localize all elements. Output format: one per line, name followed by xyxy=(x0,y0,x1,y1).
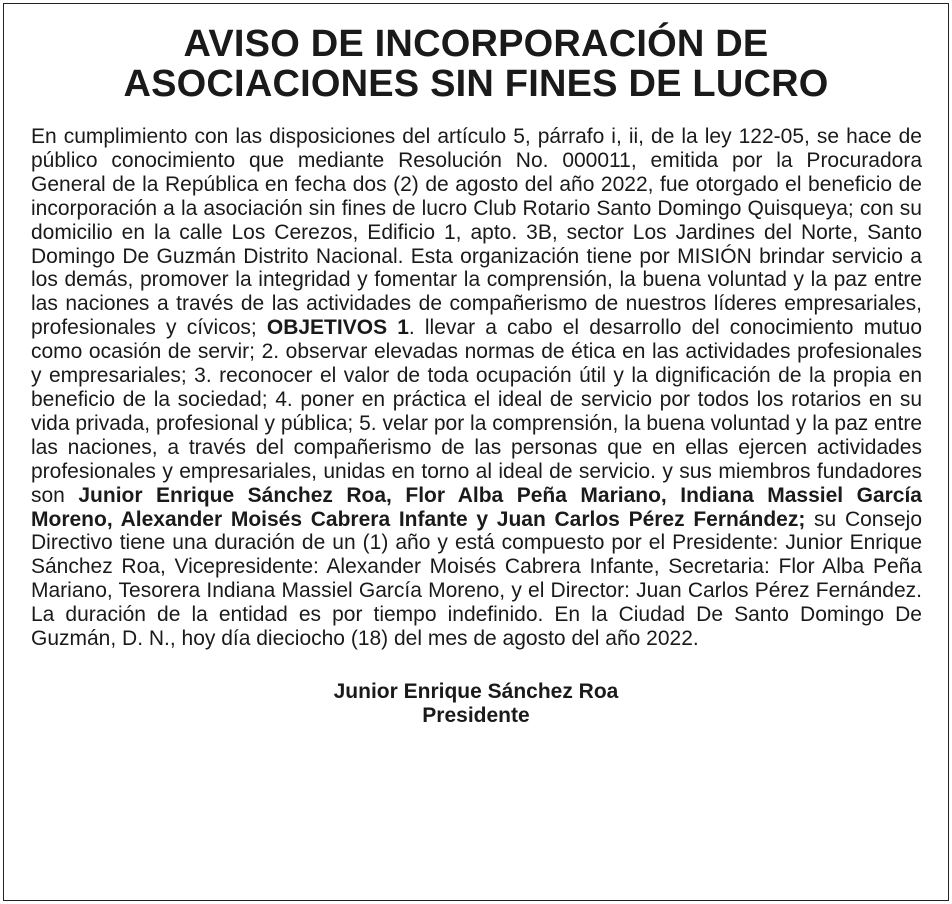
notice-body xyxy=(31,125,922,651)
notice-title xyxy=(4,24,948,104)
signature-block xyxy=(4,680,948,728)
signatory-role: Presidente xyxy=(422,703,530,727)
title-line-1: AVISO DE INCORPORACIÓN DE xyxy=(183,23,769,65)
legal-notice xyxy=(3,3,949,901)
body-intro: En cumplimiento con las disposiciones del artículo 5, párrafo i, ii, de la ley 122-05, se hace de público conocimiento que mediante Resolución No. 000011, emitida por la Procuradora General de la República en fecha dos (2) de agosto del año 2022, fue otorgado el beneficio de incorporación a la asociación sin fines de lucro Club Rotario Santo Domingo Quisqueya; con su domicilio en la calle Los Cerezos, Edificio 1, apto. 3B, sector Los Jardines del Norte, Santo Domingo De Guzmán Distrito Nacional. Esta organización tiene por MISIÓN brindar servicio a los demás, promover la integridad y fomentar la comprensión, la buena voluntad y la paz entre las naciones a través de las actividades de compañerismo de nuestros líderes empresariales, profesionales y cívicos; xyxy=(31,125,922,340)
objetivos-label: OBJETIVOS 1 xyxy=(266,316,409,340)
body-board: su Consejo Directivo tiene una duración de un (1) año y está compuesto por el Presidente: Junior Enrique Sánchez Roa, Vicepresidente: Alexander Moisés Cabrera Infante, Secretaria: Flor Alba Peña Mariano, Tesorera Indiana Massiel García Moreno, y el Director: Juan Carlos Pérez Fernández. La duración de la entidad es por tiempo indefinido. En la Ciudad De Santo Domingo De Guzmán, D. N., hoy día dieciocho (18) del mes de agosto del año 2022. xyxy=(31,507,922,651)
title-line-2: ASOCIACIONES SIN FINES DE LUCRO xyxy=(123,63,829,105)
signatory-name: Junior Enrique Sánchez Roa xyxy=(333,679,619,703)
body-objectives: . llevar a cabo el desarrollo del conocimiento mutuo como ocasión de servir; 2. observar elevadas normas de ética en las actividades profesionales y empresariales; 3. reconocer el valor de toda ocupación útil y la dignificación de la propia en beneficio de la sociedad; 4. poner en práctica el ideal de servicio por todos los rotarios en su vida privada, profesional y pública; 5. velar por la comprensión, la buena voluntad y la paz entre las naciones, a través del compañerismo de las personas que en ellas ejercen actividades profesionales y empresariales, unidas en torno al ideal de servicio. y sus miembros fundadores son xyxy=(31,316,922,507)
founders-list: Junior Enrique Sánchez Roa, Flor Alba Peña Mariano, Indiana Massiel García Moreno, Alexander Moisés Cabrera Infante y Juan Carlos Pérez Fernández; xyxy=(31,483,922,531)
